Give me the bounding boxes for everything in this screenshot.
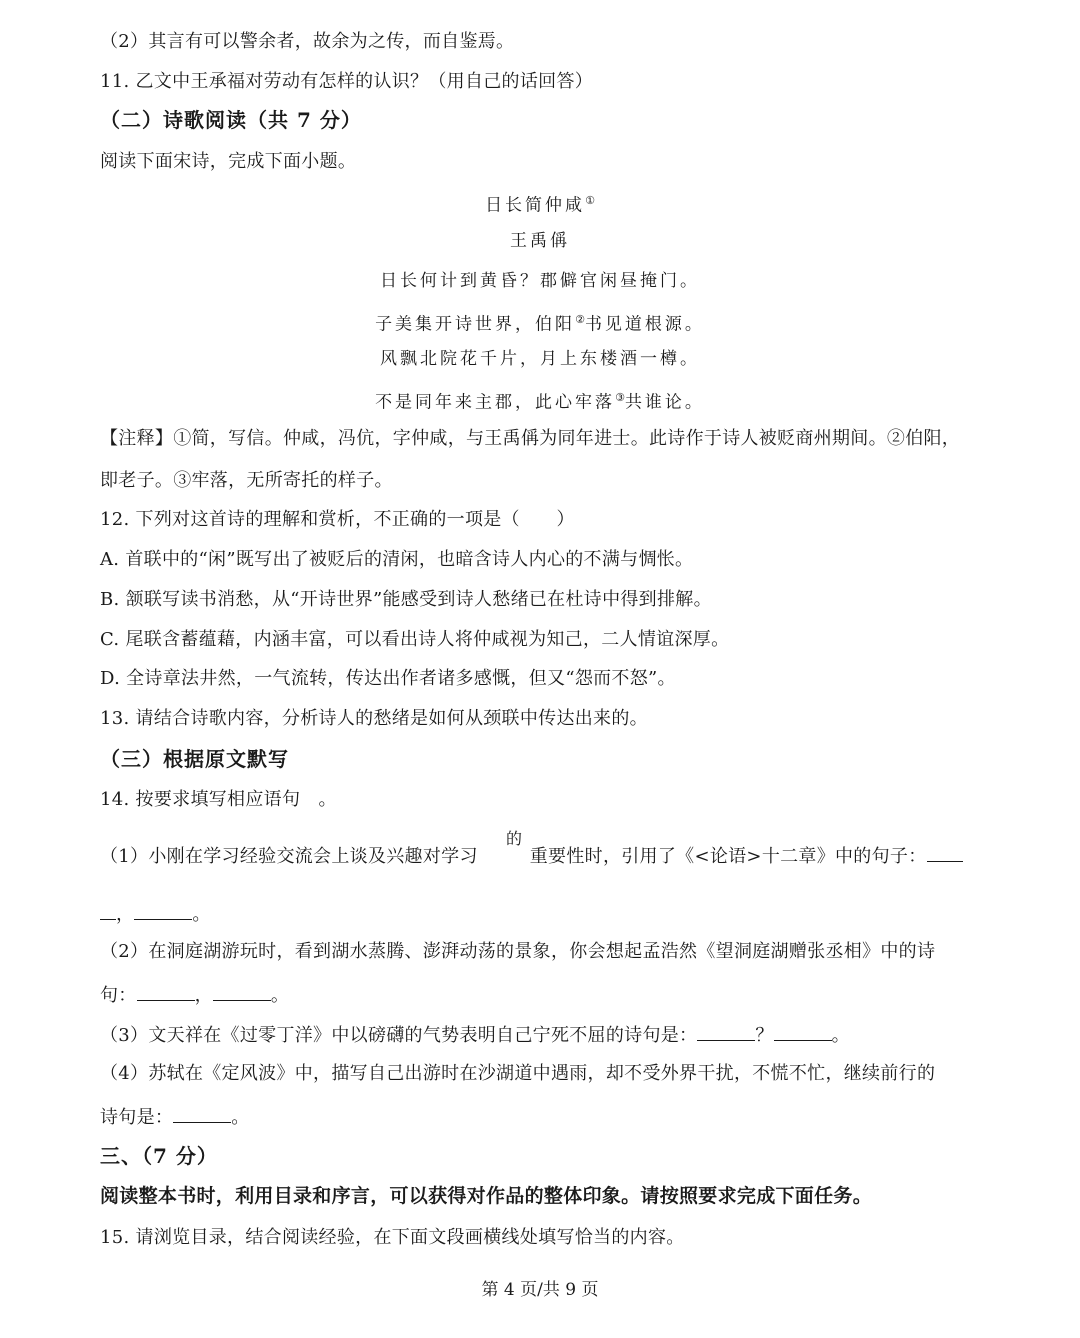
question-15: 15. 请浏览目录，结合阅读经验，在下面文段画横线处填写恰当的内容。 [100,1227,685,1248]
answer-blank[interactable] [213,984,271,1001]
part-3-intro: 阅读整本书时，利用目录和序言，可以获得对作品的整体印象。请按照要求完成下面任务。 [100,1185,873,1207]
section-dictation-title: （三）根据原文默写 [100,747,289,771]
answer-blank[interactable] [697,1024,755,1041]
poem-line-1: 日长何计到黄昏？郡僻官闲昼掩门。 [380,271,700,291]
poem-line-2: 子美集开诗世界，伯阳②书见道根源。 [375,313,705,335]
answer-blank[interactable] [100,903,116,920]
question-14: 14. 按要求填写相应语句 。 [100,789,337,810]
question-12-option-b: B. 颔联写读书消愁，从“开诗世界”能感受到诗人愁绪已在杜诗中得到排解。 [100,589,712,610]
part-3-title: 三、（7 分） [100,1144,218,1168]
answer-blank[interactable] [134,903,192,920]
raised-character: 的 [506,829,523,848]
question-14-4: （4）苏轼在《定风波》中，描写自己出游时在沙湖道中遇雨，却不受外界干扰，不慌不忙，继续前行的 [100,1063,936,1084]
question-14-1-continued: ， 。 [100,903,211,926]
question-14-3: （3）文天祥在《过零丁洋》中以磅礴的气势表明自己宁死不屈的诗句是： ？ 。 [100,1025,850,1046]
question-14-2: （2）在洞庭湖游玩时，看到湖水蒸腾、澎湃动荡的景象，你会想起孟浩然《望洞庭湖赠张丞相》中的诗 [100,941,936,962]
section-poetry-title: （二）诗歌阅读（共 7 分） [100,108,362,132]
answer-blank[interactable] [173,1106,231,1123]
answer-blank[interactable] [927,845,963,862]
annotation-line-1: 【注释】①简，写信。仲咸，冯伉，字仲咸，与王禹偁为同年进士。此诗作于诗人被贬商州期间。②伯阳， [100,428,961,449]
question-14-4-continued: 诗句是： 。 [100,1107,250,1128]
question-13: 13. 请结合诗歌内容，分析诗人的愁绪是如何从颈联中传达出来的。 [100,708,648,729]
question-12-option-c: C. 尾联含蓄蕴藉，内涵丰富，可以看出诗人将仲咸视为知己，二人情谊深厚。 [100,629,730,650]
question-12: 12. 下列对这首诗的理解和赏析，不正确的一项是（ ） [100,509,575,530]
poem-line-3: 风飘北院花千片，月上东楼酒一樽。 [380,349,700,369]
poem-title: 日长简仲咸① [485,194,595,216]
poem-line-4: 不是同年来主郡，此心牢落③共谁论。 [375,391,705,413]
question-10-2: （2）其言有可以警余者，故余为之传，而自鉴焉。 [100,31,515,52]
page-footer: 第 4 页/共 9 页 [481,1280,599,1300]
question-12-option-a: A. 首联中的“闲”既写出了被贬后的清闲，也暗含诗人内心的不满与惆怅。 [100,549,694,570]
question-11: 11. 乙文中王承福对劳动有怎样的认识？（用自己的话回答） [100,71,594,92]
poem-author: 王禹偁 [510,231,570,251]
question-14-1: （1）小刚在学习经验交流会上谈及兴趣对学习 重要性时，引用了《<论语>十二章》中的句子： [100,845,963,868]
answer-blank[interactable] [774,1024,832,1041]
question-14-2-continued: 句： ， 。 [100,985,290,1006]
section-poetry-intro: 阅读下面宋诗，完成下面小题。 [100,151,357,172]
question-12-option-d: D. 全诗章法井然，一气流转，传达出作者诸多感慨，但又“怨而不怒”。 [100,668,676,689]
annotation-line-2: 即老子。③牢落，无所寄托的样子。 [100,470,393,491]
answer-blank[interactable] [137,984,195,1001]
